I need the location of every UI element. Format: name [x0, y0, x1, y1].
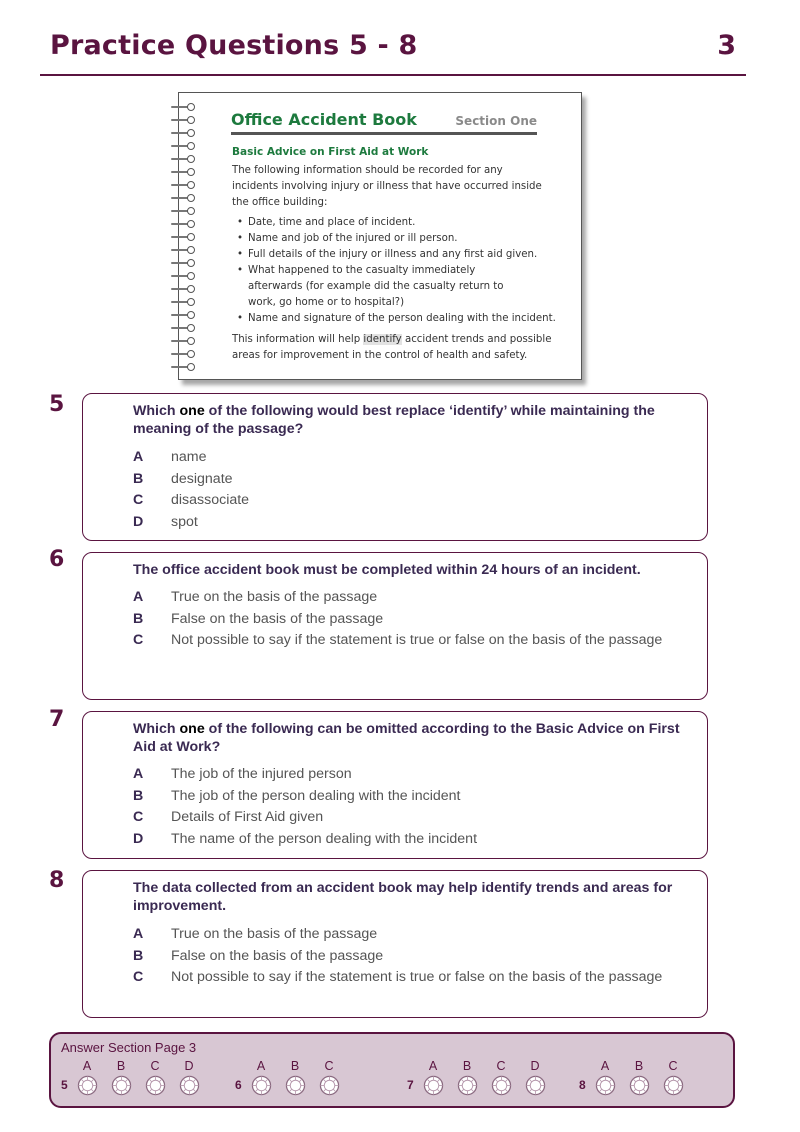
coil-ring [187, 246, 195, 254]
answer-bubble[interactable] [491, 1075, 512, 1096]
answer-section [49, 1032, 735, 1108]
answer-choice[interactable] [317, 1059, 341, 1096]
coil-ring [187, 298, 195, 306]
spiral-coil [171, 285, 197, 293]
answer-choice-letter: B [116, 1059, 126, 1073]
answer-choice[interactable] [661, 1059, 685, 1096]
option-text: The name of the person dealing with the incident [171, 830, 478, 847]
answer-choice[interactable] [143, 1059, 167, 1096]
spiral-coil [171, 103, 197, 111]
spiral-coil [171, 311, 197, 319]
option-text: True on the basis of the passage [171, 926, 378, 942]
option-letter: D [133, 830, 144, 847]
coil-ring [187, 181, 195, 189]
coil-ring [187, 311, 195, 319]
coil-ring [187, 259, 195, 267]
option-letter: A [133, 589, 144, 605]
notebook-title: Office Accident Book [231, 110, 417, 129]
answer-choice[interactable] [489, 1059, 513, 1096]
option-letter: A [133, 449, 144, 465]
question-box-5 [82, 393, 708, 541]
option-text: False on the basis of the passage [171, 947, 384, 964]
option-text: False on the basis of the passage [171, 610, 384, 627]
question-number: 8 [49, 868, 65, 893]
accident-book-excerpt [178, 92, 582, 380]
answer-question-number: 6 [235, 1078, 242, 1092]
spiral-coil [171, 298, 197, 306]
option-text: True on the basis of the passage [171, 589, 378, 605]
answer-choice-letter: B [290, 1059, 300, 1073]
coil-ring [187, 168, 195, 176]
spiral-binding [171, 103, 197, 373]
option-text: The job of the injured person [171, 766, 352, 782]
question-emphasis: one [179, 403, 205, 419]
highlighted-word: identify [363, 334, 402, 345]
answer-choice-letter: C [668, 1059, 678, 1073]
answer-bubble[interactable] [179, 1075, 200, 1096]
question-text [133, 402, 693, 438]
notebook-intro: The following information should be recorded for any incidents involving injury or illness that have occurred inside the office building: [232, 165, 542, 208]
spiral-coil [171, 233, 197, 241]
answer-bubble[interactable] [663, 1075, 684, 1096]
answer-choice-letter: D [184, 1059, 194, 1073]
coil-ring [187, 272, 195, 280]
spiral-coil [171, 116, 197, 124]
closing-text-start: This information will help [232, 334, 364, 345]
option-letter: C [133, 492, 144, 508]
answer-choice-letter: A [256, 1059, 266, 1073]
page-title: Practice Questions 5 - 8 [50, 30, 418, 61]
coil-ring [187, 350, 195, 358]
spiral-coil [171, 324, 197, 332]
answer-choice-letter: A [428, 1059, 438, 1073]
option-letter: B [133, 610, 144, 627]
coil-ring [187, 337, 195, 345]
option-letter: C [133, 632, 144, 648]
answer-bubble[interactable] [423, 1075, 444, 1096]
spiral-coil [171, 142, 197, 150]
option-letter: B [133, 470, 144, 487]
notebook-bullet-list [237, 215, 557, 327]
spiral-coil [171, 363, 197, 371]
answer-question-number: 7 [407, 1078, 414, 1092]
question-text [133, 720, 693, 756]
answer-choice[interactable] [593, 1059, 617, 1096]
answer-choice-letter: C [324, 1059, 334, 1073]
coil-ring [187, 324, 195, 332]
page-number: 3 [717, 30, 736, 61]
answer-choice[interactable] [249, 1059, 273, 1096]
option-text: disassociate [171, 492, 250, 508]
answer-choice-letter: D [530, 1059, 540, 1073]
coil-ring [187, 116, 195, 124]
answer-choice[interactable] [283, 1059, 307, 1096]
option-text: The job of the person dealing with the incident [171, 787, 461, 804]
spiral-coil [171, 259, 197, 267]
spiral-coil [171, 272, 197, 280]
question-text: The data collected from an accident book may help identify trends and areas for improvement. [133, 880, 673, 914]
question-text: The office accident book must be completed within 24 hours of an incident. [133, 562, 641, 578]
answer-choice-letter: A [82, 1059, 92, 1073]
coil-ring [187, 155, 195, 163]
question-number: 7 [49, 707, 65, 732]
question-text-start: Which [133, 403, 180, 419]
answer-choice[interactable] [75, 1059, 99, 1096]
question-box-8 [82, 870, 708, 1018]
question-emphasis: one [179, 721, 205, 737]
answer-choice[interactable] [109, 1059, 133, 1096]
option-text: Details of First Aid given [171, 809, 324, 825]
coil-ring [187, 233, 195, 241]
coil-ring [187, 207, 195, 215]
answer-bubble[interactable] [525, 1075, 546, 1096]
coil-ring [187, 129, 195, 137]
option-letter: C [133, 969, 144, 985]
answer-choice[interactable] [523, 1059, 547, 1096]
notebook-section-label: Section One [455, 114, 537, 128]
option-text: designate [171, 470, 233, 487]
option-letter: A [133, 926, 144, 942]
answer-choice-letter: C [496, 1059, 506, 1073]
spiral-coil [171, 155, 197, 163]
spiral-coil [171, 194, 197, 202]
answer-section-title: Answer Section Page 3 [61, 1040, 197, 1055]
notebook-title-rule [231, 132, 537, 135]
answer-bubble[interactable] [285, 1075, 306, 1096]
coil-ring [187, 194, 195, 202]
spiral-coil [171, 246, 197, 254]
answer-bubble[interactable] [595, 1075, 616, 1096]
question-number: 6 [49, 547, 65, 572]
coil-ring [187, 363, 195, 371]
option-text: spot [171, 513, 198, 530]
answer-bubble[interactable] [111, 1075, 132, 1096]
spiral-coil [171, 168, 197, 176]
answer-choice[interactable] [177, 1059, 201, 1096]
closing-text-end: accident trends and possible areas for improvement in the control of health and safety. [232, 334, 552, 361]
question-text-end: of the following would best replace ‘identify’ while maintaining the meaning of the passage? [133, 403, 655, 437]
coil-ring [187, 103, 195, 111]
answer-choice-letter: A [600, 1059, 610, 1073]
question-number: 5 [49, 392, 65, 417]
notebook-bullet: • Date, time and place of incident. [237, 215, 557, 231]
option-letter: D [133, 513, 144, 530]
coil-ring [187, 142, 195, 150]
option-text: Not possible to say if the statement is true or false on the basis of the passage [171, 969, 663, 985]
option-text: name [171, 449, 207, 465]
answer-bubble[interactable] [145, 1075, 166, 1096]
notebook-heading: Basic Advice on First Aid at Work [232, 146, 429, 158]
question-box-6 [82, 552, 708, 700]
notebook-bullet: • Full details of the injury or illness and any first aid given. [237, 247, 557, 263]
answer-choice-letter: B [462, 1059, 472, 1073]
coil-ring [187, 220, 195, 228]
answer-bubble[interactable] [319, 1075, 340, 1096]
spiral-coil [171, 207, 197, 215]
option-text: Not possible to say if the statement is true or false on the basis of the passage [171, 632, 663, 648]
question-text-start: Which [133, 721, 180, 737]
option-letter: B [133, 947, 144, 964]
answer-bubble[interactable] [77, 1075, 98, 1096]
notebook-closing [232, 332, 552, 364]
option-letter: A [133, 766, 144, 782]
answer-choice[interactable] [455, 1059, 479, 1096]
question-box-7 [82, 711, 708, 859]
answer-question-number: 5 [61, 1078, 68, 1092]
notebook-bullet: • What happened to the casualty immediately afterwards (for example did the casualty return to work, go home or to hospital?) [237, 263, 527, 311]
option-letter: C [133, 809, 144, 825]
notebook-bullet: • Name and job of the injured or ill person. [237, 231, 557, 247]
spiral-coil [171, 337, 197, 345]
answer-choice[interactable] [627, 1059, 651, 1096]
spiral-coil [171, 129, 197, 137]
title-divider [40, 74, 746, 76]
spiral-coil [171, 350, 197, 358]
notebook-bullet: • Name and signature of the person dealing with the incident. [237, 311, 557, 327]
option-letter: B [133, 787, 144, 804]
answer-bubble[interactable] [457, 1075, 478, 1096]
spiral-coil [171, 181, 197, 189]
answer-choice-letter: C [150, 1059, 160, 1073]
spiral-coil [171, 220, 197, 228]
coil-ring [187, 285, 195, 293]
question-text-end: of the following can be omitted according to the Basic Advice on First Aid at Work? [133, 721, 680, 755]
answer-question-number: 8 [579, 1078, 586, 1092]
answer-bubble[interactable] [251, 1075, 272, 1096]
answer-choice-letter: B [634, 1059, 644, 1073]
answer-bubble[interactable] [629, 1075, 650, 1096]
answer-choice[interactable] [421, 1059, 445, 1096]
